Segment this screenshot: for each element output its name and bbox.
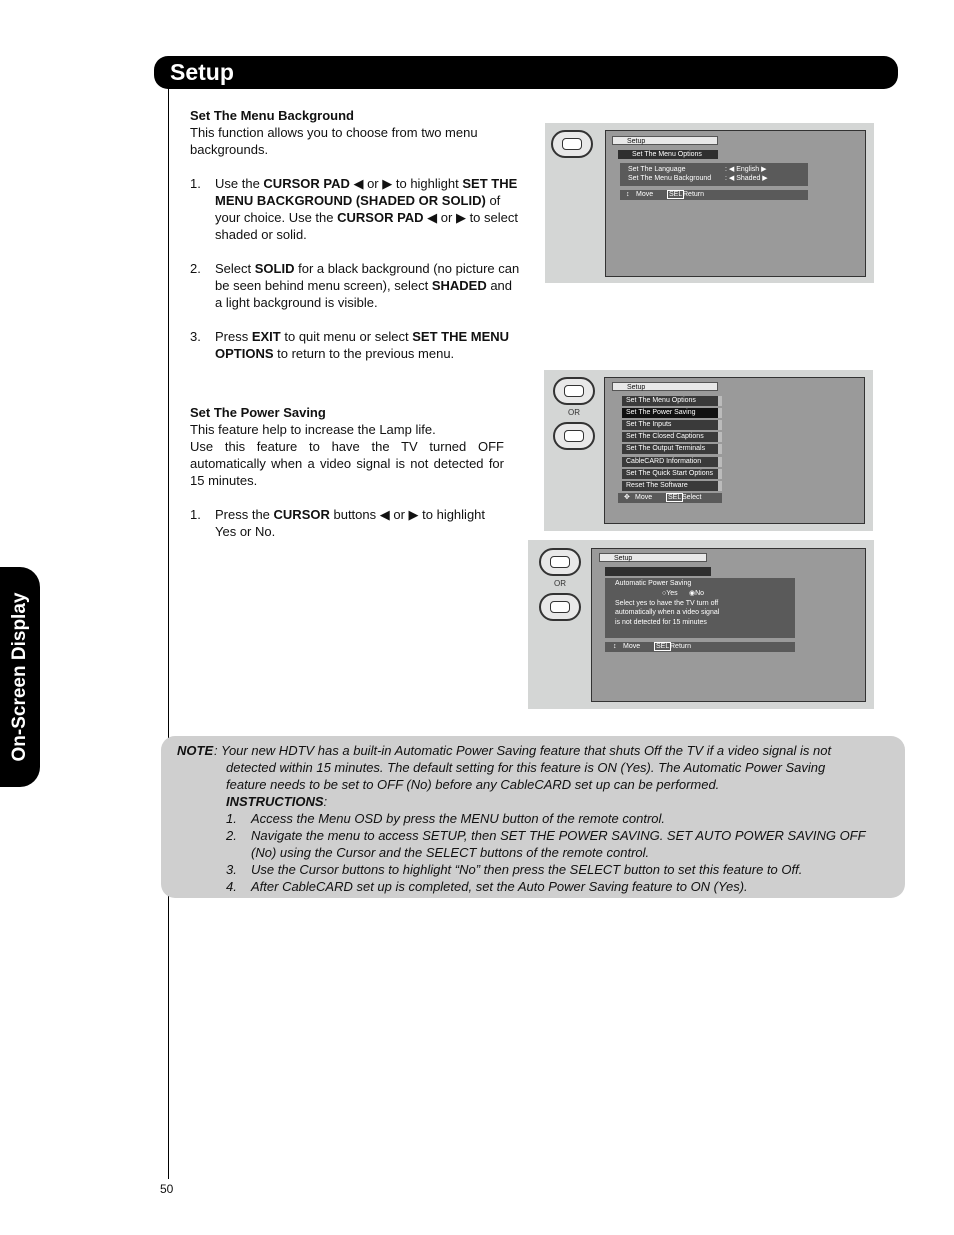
menu-item[interactable]: Set The Inputs xyxy=(622,420,722,430)
text: SHADED xyxy=(431,278,487,293)
or-label: OR xyxy=(568,408,580,417)
language-label: Set The Language xyxy=(628,166,686,173)
text: to quit menu or select xyxy=(280,329,413,344)
remote-cursor-pad-icon xyxy=(551,130,593,158)
item-text: Use the Cursor buttons to highlight “No” then press the SELECT button to set this feature to Off. xyxy=(251,862,803,877)
remote-cursor-pad-icon xyxy=(553,377,595,405)
step-number: 1. xyxy=(190,507,201,522)
remote-cursor-pad-icon xyxy=(539,548,581,576)
text: buttons ◀ or ▶ to highlight Yes or No. xyxy=(215,507,486,539)
sel-icon: SEL xyxy=(668,494,682,501)
text: SET THE MENU BACKGROUND (SHADED OR SOLID) xyxy=(215,176,518,208)
sel-icon: SEL xyxy=(669,191,683,198)
remote-cursor-right-icon xyxy=(553,422,595,450)
text: CURSOR PAD xyxy=(337,210,424,225)
footer-return: Return xyxy=(670,643,692,650)
text: Use the xyxy=(215,176,264,191)
text: SET THE MENU OPTIONS xyxy=(215,329,510,361)
text: and a light background is visible. xyxy=(215,278,513,310)
menu-item[interactable]: Set The Closed Captions xyxy=(622,432,722,442)
item-text: After CableCARD set up is completed, set the Auto Power Saving feature to ON (Yes). xyxy=(251,879,748,894)
step-number: 2. xyxy=(190,261,201,276)
item-number: 2. xyxy=(226,828,237,843)
power-saving-heading: Set The Power Saving xyxy=(190,405,326,420)
move-icon: ✥ xyxy=(624,494,630,501)
language-value: : ◀ English ▶ xyxy=(725,166,767,173)
text: : xyxy=(323,794,328,809)
footer-select: Select xyxy=(682,494,702,501)
menu-background-intro: This function allows you to choose from two menu backgrounds. xyxy=(190,125,478,157)
desc-line: automatically when a video signal xyxy=(615,609,720,616)
text: for a black background (no picture can be seen behind menu screen), select xyxy=(215,261,520,293)
power-step-1 xyxy=(190,506,504,540)
power-saving-section xyxy=(190,404,504,540)
footer-move: Move xyxy=(635,494,653,501)
menu-background-section xyxy=(190,107,520,362)
text: SOLID xyxy=(254,261,295,276)
text: ◀ or ▶ to highlight xyxy=(349,176,463,191)
page-title: Setup xyxy=(170,59,234,85)
side-tab xyxy=(0,567,40,787)
move-icon: ↕ xyxy=(626,191,630,198)
menu-background-heading: Set The Menu Background xyxy=(190,108,354,123)
note-box xyxy=(161,736,905,898)
page-number: 50 xyxy=(160,1182,174,1196)
menu-item[interactable]: Set The Quick Start Options xyxy=(622,469,722,479)
step-number: 3. xyxy=(190,329,201,344)
option-yes-radio[interactable]: ○Yes xyxy=(662,590,678,597)
margin-rule xyxy=(168,89,169,1179)
note-label: NOTE xyxy=(177,743,214,758)
option-no-radio[interactable]: ◉No xyxy=(689,590,705,597)
step-2 xyxy=(190,260,520,311)
footer-move: Move xyxy=(623,643,641,650)
sel-icon: SEL xyxy=(656,643,670,650)
text: Press the xyxy=(215,507,274,522)
step-1 xyxy=(190,175,520,243)
text: Press xyxy=(215,329,252,344)
menu-item[interactable]: Reset The Software xyxy=(622,481,722,491)
item-number: 4. xyxy=(226,879,237,894)
step-3 xyxy=(190,328,520,362)
menu-subtitle-bar: Set The Menu Options xyxy=(618,150,718,159)
instruction-item xyxy=(226,827,866,861)
item-number: 3. xyxy=(226,862,237,877)
text: ◀ or ▶ to select shaded or solid. xyxy=(215,210,518,242)
note-text-wrap xyxy=(214,742,866,793)
desc-line: Select yes to have the TV turn off xyxy=(615,600,719,607)
instruction-item xyxy=(226,878,866,895)
remote-cursor-right-icon xyxy=(539,593,581,621)
item-text: Navigate the menu to access SETUP, then SET THE POWER SAVING. SET AUTO POWER SAVING OFF (No) using the Cursor and the SELECT buttons of the remote control. xyxy=(251,828,866,860)
power-saving-line2: Use this feature to have the TV turned OFF automatically when a video signal is not detected for 15 minutes. xyxy=(190,439,504,488)
note-text: : Your new HDTV has a built-in Automatic Power Saving feature that shuts Off the TV if a video signal is not detected within 15 minutes. The default setting for this feature is ON (Yes). The Automatic Power Saving feature needs to be set to OFF (No) before any CableCARD set up can be performed. xyxy=(214,743,832,792)
instruction-item xyxy=(226,810,866,827)
or-label: OR xyxy=(554,579,566,588)
footer-return: Return xyxy=(683,191,705,198)
item-text: Access the Menu OSD by press the MENU button of the remote control. xyxy=(251,811,666,826)
side-tab-label: On-Screen Display xyxy=(9,592,30,762)
menu-item[interactable]: Set The Menu Options xyxy=(622,396,722,406)
menu-item[interactable]: Set The Output Terminals xyxy=(622,444,722,454)
menu-item[interactable]: CableCARD Information xyxy=(622,457,722,467)
power-saving-line1: This feature help to increase the Lamp life. xyxy=(190,422,436,437)
footer-move: Move xyxy=(636,191,654,198)
background-label: Set The Menu Background xyxy=(628,175,712,182)
menu-title-bar: Setup xyxy=(612,136,718,145)
text: to return to the previous menu. xyxy=(273,346,455,361)
header-bar xyxy=(154,56,898,89)
text: CURSOR PAD xyxy=(263,176,350,191)
text: EXIT xyxy=(251,329,281,344)
item-number: 1. xyxy=(226,811,237,826)
move-icon: ↕ xyxy=(613,643,617,650)
menu-subtitle-bar xyxy=(605,567,711,576)
step-number: 1. xyxy=(190,176,201,191)
power-saving-title: Automatic Power Saving xyxy=(615,580,692,587)
instructions-label: INSTRUCTIONS xyxy=(226,794,324,809)
text: of your choice. Use the xyxy=(215,193,501,225)
instruction-item xyxy=(226,861,866,878)
background-value: : ◀ Shaded ▶ xyxy=(725,175,768,182)
menu-item-selected[interactable]: Set The Power Saving xyxy=(622,408,722,418)
note-body xyxy=(214,742,866,895)
text: Select xyxy=(215,261,255,276)
menu-title-bar: Setup xyxy=(599,553,707,562)
text: CURSOR xyxy=(273,507,330,522)
menu-title-bar: Setup xyxy=(612,382,718,391)
desc-line: is not detected for 15 minutes xyxy=(615,619,707,626)
